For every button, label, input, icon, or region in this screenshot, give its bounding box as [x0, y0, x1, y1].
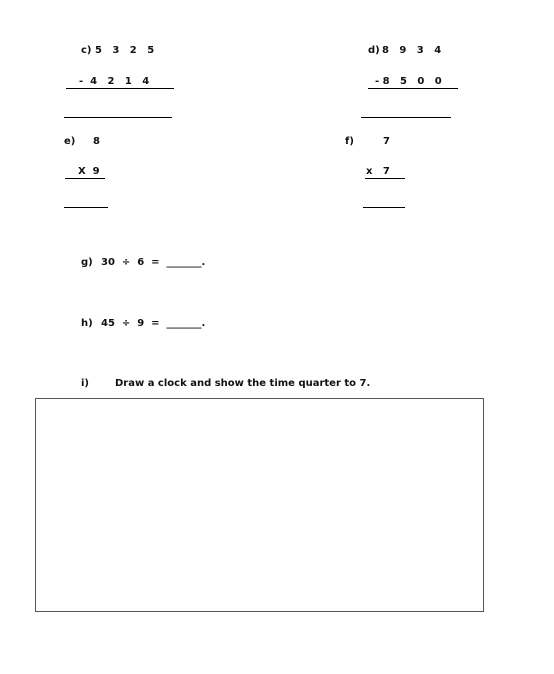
- problem-f-multiplier: x 7: [366, 166, 390, 177]
- problem-d-answer-line: [361, 117, 451, 118]
- problem-f-operator-underline: [365, 178, 405, 179]
- problem-c-top-number: 5 3 2 5: [95, 45, 155, 56]
- problem-f-label: f): [345, 136, 354, 147]
- problem-d-subtrahend: - 8 5 0 0: [368, 76, 442, 87]
- problem-i-label: i): [81, 378, 89, 389]
- problem-c-operator-underline: [66, 88, 174, 89]
- problem-g-expression: 30 ÷ 6 = _______.: [101, 257, 206, 268]
- problem-e-answer-line: [64, 207, 108, 208]
- problem-e-label: e): [64, 136, 76, 147]
- problem-c-label: c): [81, 45, 92, 56]
- problem-f-top-number: 7: [383, 136, 390, 147]
- problem-c-answer-line: [64, 117, 172, 118]
- problem-f-answer-line: [363, 207, 405, 208]
- problem-c-subtrahend: - 4 2 1 4: [72, 76, 150, 87]
- problem-d-operator-underline: [368, 88, 458, 89]
- problem-d-top-number: 8 9 3 4: [382, 45, 442, 56]
- problem-h-expression: 45 ÷ 9 = _______.: [101, 318, 206, 329]
- problem-e-top-number: 8: [93, 136, 100, 147]
- problem-e-operator-underline: [65, 178, 105, 179]
- problem-d-label: d): [368, 45, 380, 56]
- problem-e-multiplier: X 9: [78, 166, 100, 177]
- clock-drawing-area[interactable]: [35, 398, 484, 612]
- problem-i-instruction: Draw a clock and show the time quarter to 7.: [115, 378, 371, 389]
- problem-g-label: g): [81, 257, 93, 268]
- problem-h-label: h): [81, 318, 93, 329]
